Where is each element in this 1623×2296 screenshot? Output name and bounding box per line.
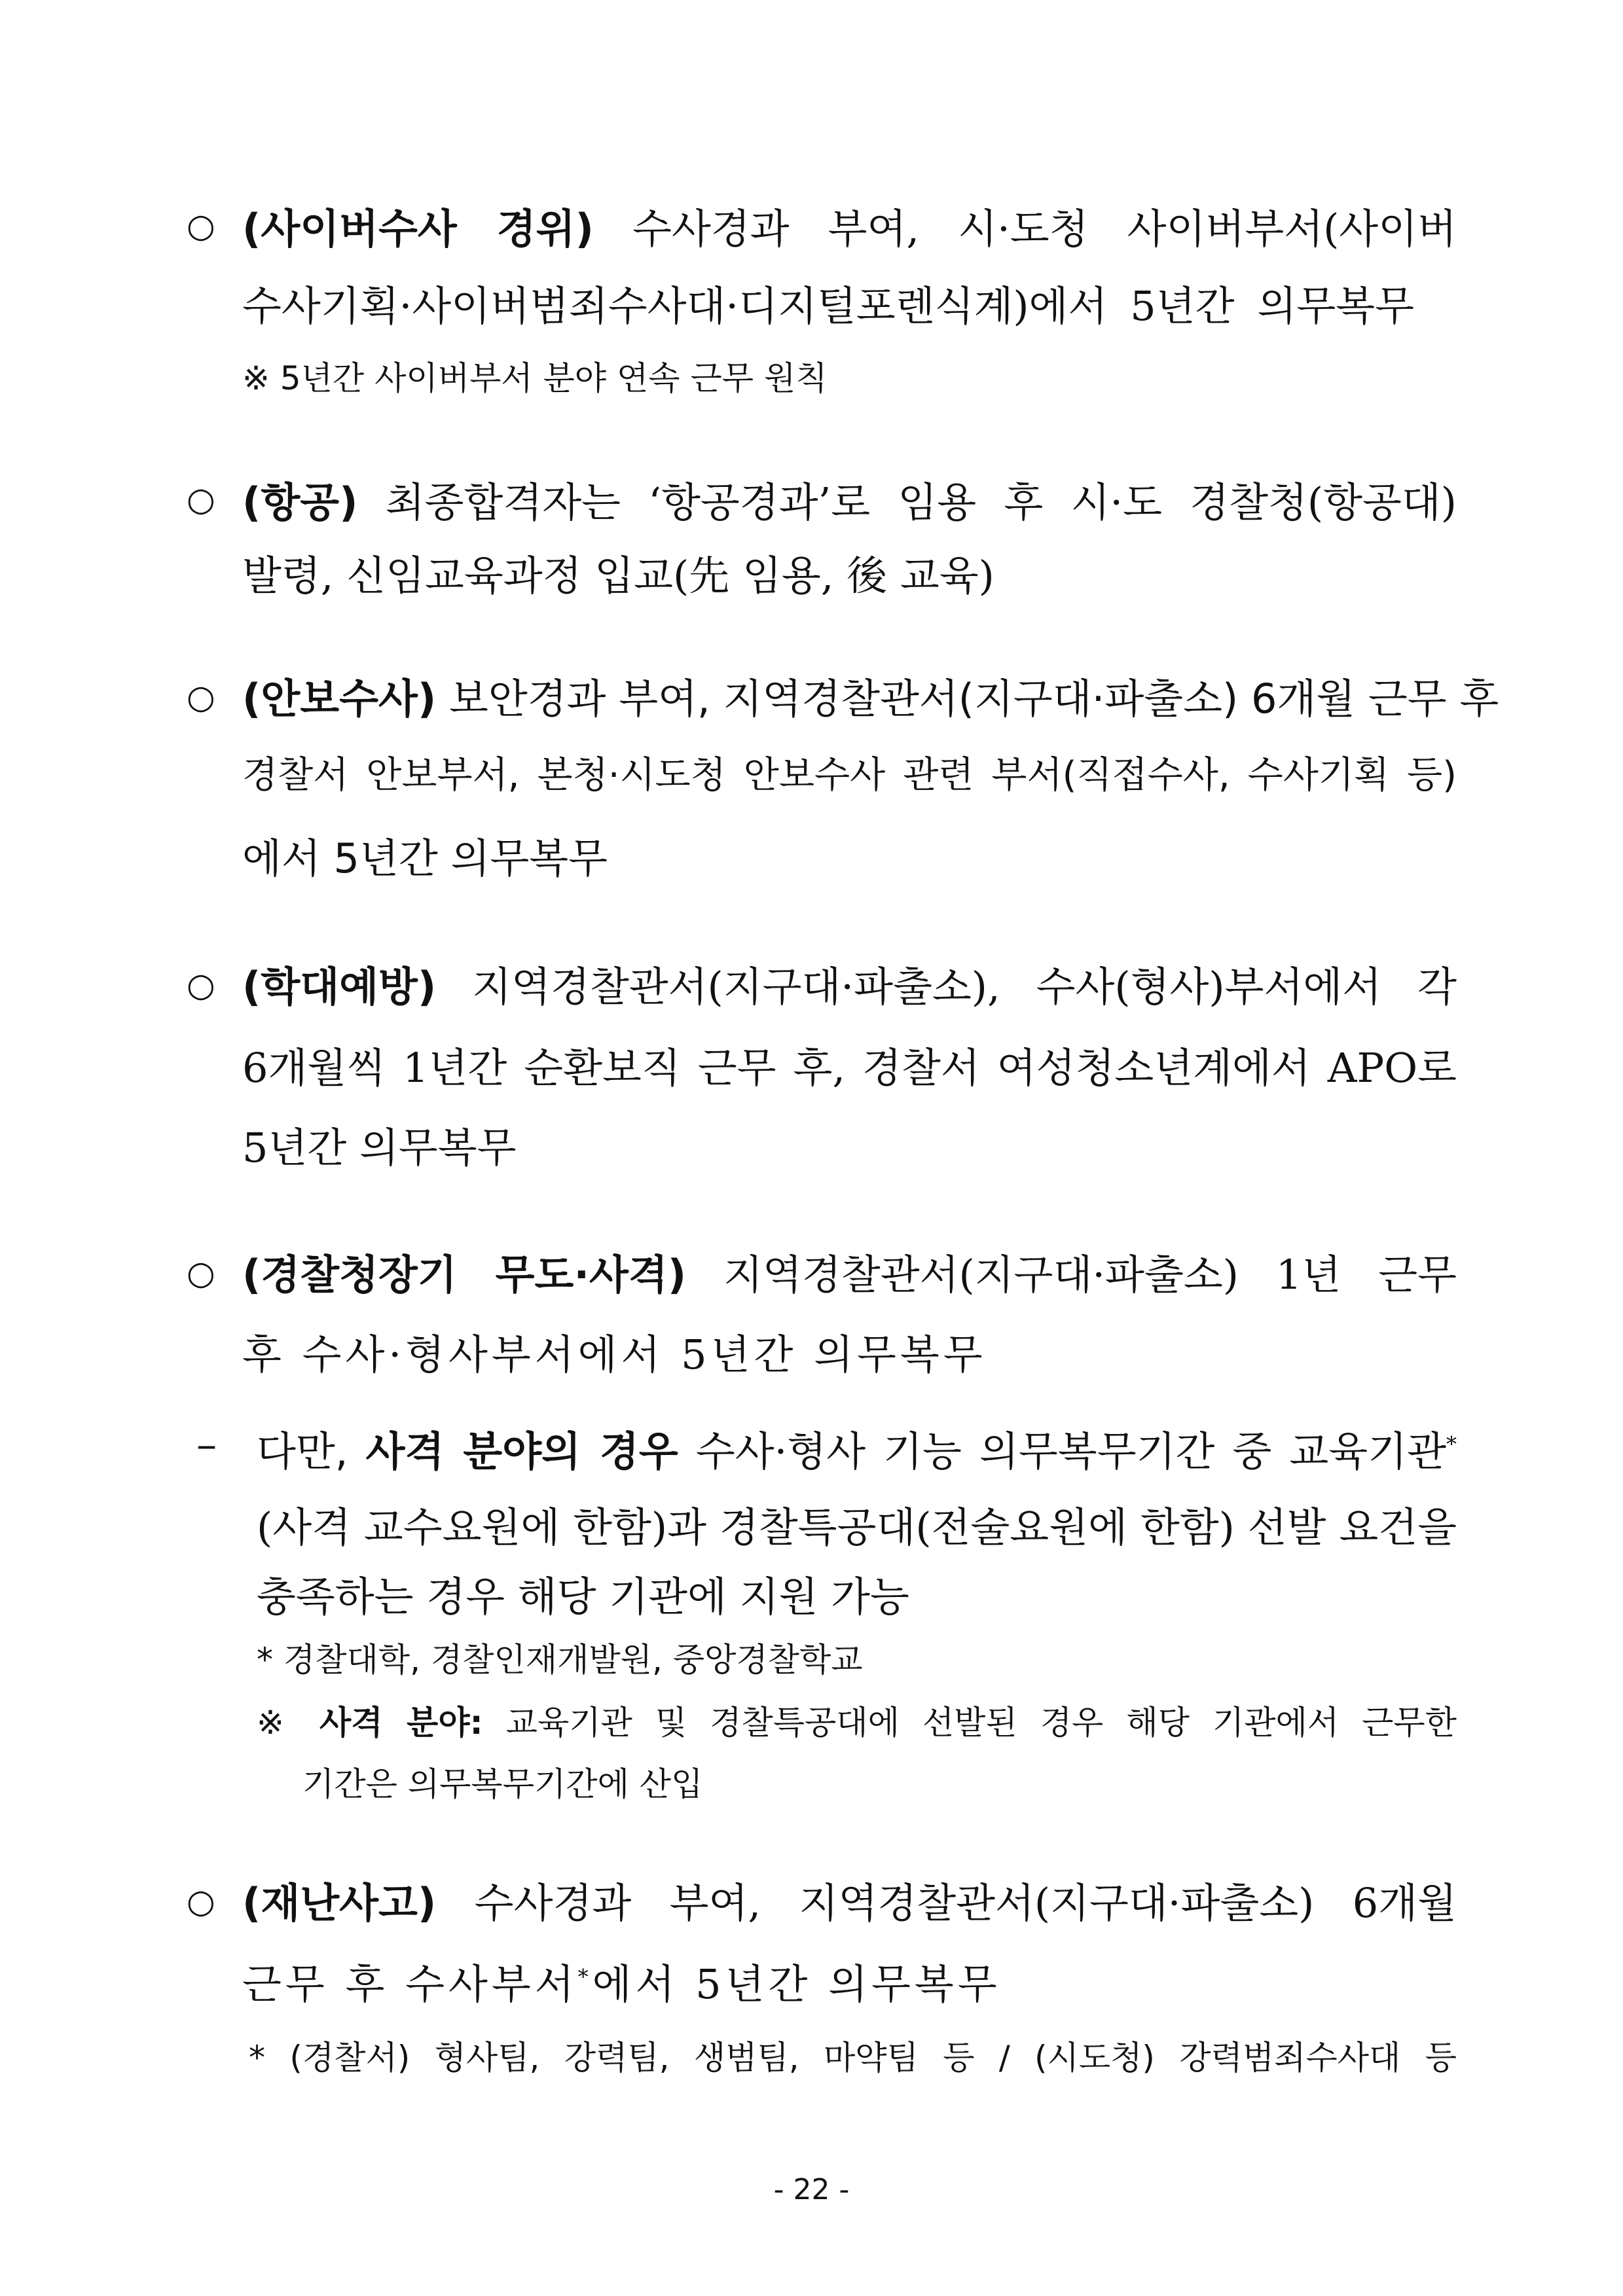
page-number: - 22 - xyxy=(773,2173,850,2206)
section-2-text: 최종합격자는 ‘항공경과’로 임용 후 시·도 경찰청(항공대) xyxy=(385,478,1457,526)
bullet-icon: ○ xyxy=(187,678,215,716)
section-3-line-3: 에서 5년간 의무복무 xyxy=(242,834,608,882)
section-1-line-2: 수사기획·사이버범죄수사대·디지털포렌식계)에서 5년간 의무복무 xyxy=(242,282,1414,330)
dash-bold: 사격 분야의 경우 xyxy=(365,1427,678,1475)
section-5-line-1 xyxy=(242,1242,1457,1300)
section-5-title: (경찰청장기 무도·사격) xyxy=(242,1251,687,1299)
section-6-star: * xyxy=(577,1964,593,1990)
section-1-note: ※ 5년간 사이버부서 분야 연속 근무 원칙 xyxy=(242,359,828,397)
section-6-title: (재난사고) xyxy=(242,1879,437,1927)
dash-star: * xyxy=(1446,1431,1457,1457)
section-4-title: (학대예방) xyxy=(242,963,437,1011)
section-3-title: (안보수사) xyxy=(242,675,437,723)
section-5-line-2: 후 수사·형사부서에서 5년간 의무복무 xyxy=(242,1331,987,1378)
dash-note-bold: 사격 분야: xyxy=(319,1704,483,1742)
dash-prefix: 다만, xyxy=(257,1427,348,1475)
section-1-text: 수사경과 부여, 시·도청 사이버부서(사이버 xyxy=(632,205,1457,253)
dash-line-3: 충족하는 경우 해당 기관에 지원 가능 xyxy=(257,1573,909,1621)
bullet-icon: ○ xyxy=(187,1882,215,1920)
bullet-icon: ○ xyxy=(187,966,215,1004)
section-4-line-1 xyxy=(242,954,1457,1013)
section-4-text: 지역경찰관서(지구대·파출소), 수사(형사)부서에서 각 xyxy=(472,963,1457,1011)
section-2-line-1 xyxy=(242,470,1457,528)
section-4-line-3: 5년간 의무복무 xyxy=(242,1124,517,1172)
bullet-icon: ○ xyxy=(187,207,215,245)
dash-icon: – xyxy=(196,1420,217,1468)
section-6-footnote: * (경찰서) 형사팀, 강력팀, 생범팀, 마약팀 등 / (시도청) 강력범죄수사대 등 xyxy=(249,2039,1457,2077)
dash-note-line-1 xyxy=(257,1696,1457,1744)
section-3-text: 보안경과 부여, 지역경찰관서(지구대·파출소) 6개월 근무 후 xyxy=(448,675,1499,723)
dash-line-2: (사격 교수요원에 한함)과 경찰특공대(전술요원에 한함) 선발 요건을 xyxy=(257,1503,1457,1551)
section-5-text: 지역경찰관서(지구대·파출소) 1년 근무 xyxy=(723,1251,1457,1299)
section-2-line-2: 발령, 신임교육과정 입교(先 임용, 後 교육) xyxy=(242,552,994,600)
section-1-title: (사이버수사 경위) xyxy=(242,205,594,253)
bullet-icon: ○ xyxy=(187,480,215,518)
dash-note-line-2: 기간은 의무복무기간에 산입 xyxy=(302,1765,703,1803)
bullet-icon: ○ xyxy=(187,1254,215,1292)
dash-footnote: * 경찰대학, 경찰인재개발원, 중앙경찰학교 xyxy=(257,1641,863,1679)
section-3-line-1 xyxy=(242,666,1499,725)
section-6-text: 수사경과 부여, 지역경찰관서(지구대·파출소) 6개월 xyxy=(474,1879,1457,1927)
section-3-line-2: 경찰서 안보부서, 본청·시도청 안보수사 관련 부서(직접수사, 수사기획 등) xyxy=(242,754,1457,797)
section-6-line-2: 근무 후 수사부서*에서 5년간 의무복무 xyxy=(242,1960,1001,2008)
dash-note-rest: 교육기관 및 경찰특공대에 선발된 경우 해당 기관에서 근무한 xyxy=(505,1704,1457,1742)
dash-note-mark: ※ xyxy=(257,1704,297,1742)
dash-rest: 수사·형사 기능 의무복무기간 중 교육기관* xyxy=(695,1427,1457,1475)
section-4-line-2: 6개월씩 1년간 순환보직 근무 후, 경찰서 여성청소년계에서 APO로 xyxy=(242,1044,1457,1092)
section-2-title: (항공) xyxy=(242,478,358,526)
dash-line-1 xyxy=(257,1419,1457,1477)
section-6-line-1 xyxy=(242,1871,1457,1929)
section-1-line-1 xyxy=(242,196,1457,255)
